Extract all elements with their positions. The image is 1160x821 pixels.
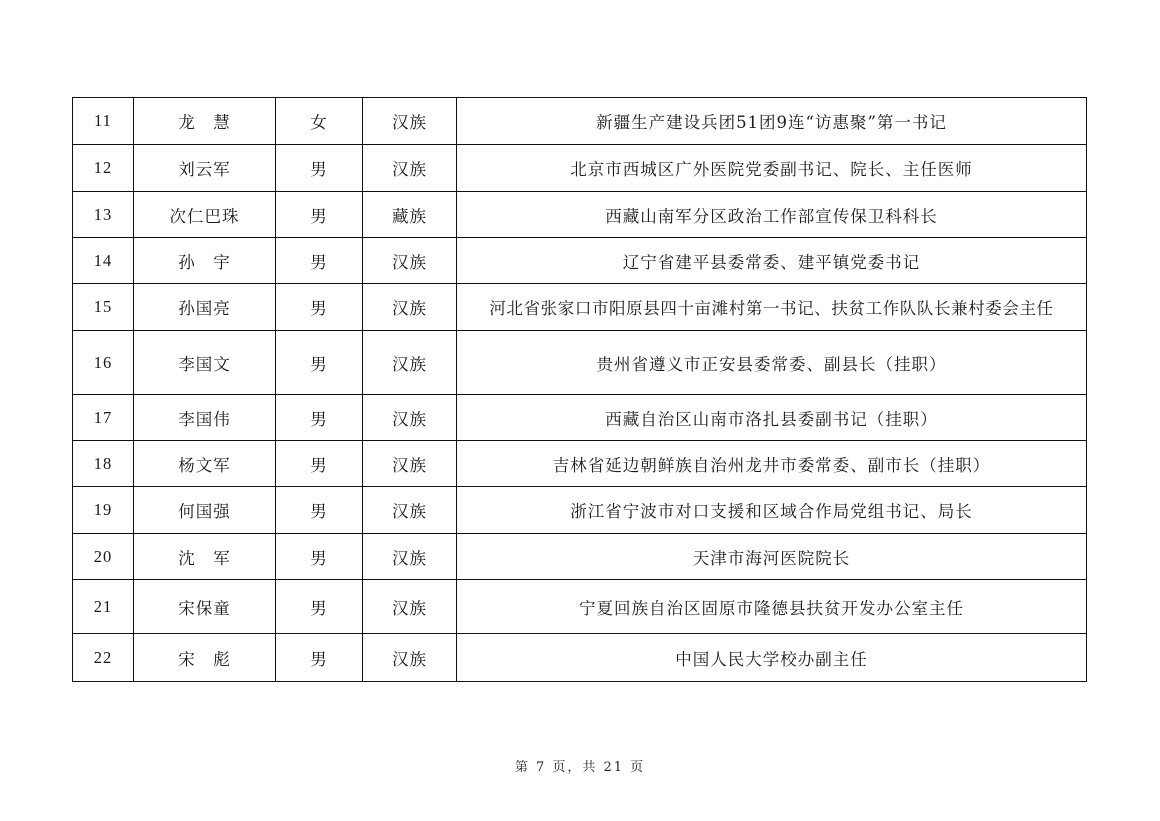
position-cell: 宁夏回族自治区固原市隆德县扶贫开发办公室主任 [457, 580, 1087, 634]
name-cell: 何国强 [134, 487, 276, 534]
page-footer: 第 7 页，共 21 页 [514, 760, 646, 775]
ethnicity-cell: 汉族 [363, 634, 457, 682]
row-number-cell: 14 [73, 238, 134, 284]
roster-table-body [73, 98, 1087, 682]
gender-cell: 女 [276, 98, 363, 145]
name-cell: 李国文 [134, 331, 276, 395]
name-cell: 次仁巴珠 [134, 192, 276, 238]
position-cell: 天津市海河医院院长 [457, 534, 1087, 580]
name-cell: 孙国亮 [134, 284, 276, 331]
gender-cell: 男 [276, 534, 363, 580]
position-cell: 中国人民大学校办副主任 [457, 634, 1087, 682]
gender-cell: 男 [276, 145, 363, 192]
ethnicity-cell: 汉族 [363, 395, 457, 441]
table-row [73, 534, 1087, 580]
name-cell: 宋 彪 [134, 634, 276, 682]
position-cell: 贵州省遵义市正安县委常委、副县长（挂职） [457, 331, 1087, 395]
name-cell: 杨文军 [134, 441, 276, 487]
row-number-cell: 22 [73, 634, 134, 682]
table-row [73, 238, 1087, 284]
name-cell: 孙 宇 [134, 238, 276, 284]
position-cell: 北京市西城区广外医院党委副书记、院长、主任医师 [457, 145, 1087, 192]
table-row [73, 487, 1087, 534]
ethnicity-cell: 汉族 [363, 284, 457, 331]
name-cell: 宋保童 [134, 580, 276, 634]
row-number-cell: 21 [73, 580, 134, 634]
position-cell: 河北省张家口市阳原县四十亩滩村第一书记、扶贫工作队队长兼村委会主任 [457, 284, 1087, 331]
gender-cell: 男 [276, 487, 363, 534]
ethnicity-cell: 汉族 [363, 441, 457, 487]
table-row [73, 192, 1087, 238]
roster-table [72, 97, 1087, 682]
row-number-cell: 19 [73, 487, 134, 534]
position-cell: 新疆生产建设兵团51团9连“访惠聚”第一书记 [457, 98, 1087, 145]
gender-cell: 男 [276, 441, 363, 487]
ethnicity-cell: 藏族 [363, 192, 457, 238]
gender-cell: 男 [276, 238, 363, 284]
row-number-cell: 15 [73, 284, 134, 331]
position-cell: 西藏山南军分区政治工作部宣传保卫科科长 [457, 192, 1087, 238]
table-row [73, 441, 1087, 487]
position-cell: 吉林省延边朝鲜族自治州龙井市委常委、副市长（挂职） [457, 441, 1087, 487]
table-row [73, 284, 1087, 331]
row-number-cell: 18 [73, 441, 134, 487]
gender-cell: 男 [276, 395, 363, 441]
position-cell: 辽宁省建平县委常委、建平镇党委书记 [457, 238, 1087, 284]
ethnicity-cell: 汉族 [363, 98, 457, 145]
name-cell: 刘云军 [134, 145, 276, 192]
table-row [73, 395, 1087, 441]
table-row [73, 634, 1087, 682]
gender-cell: 男 [276, 580, 363, 634]
name-cell: 李国伟 [134, 395, 276, 441]
ethnicity-cell: 汉族 [363, 487, 457, 534]
row-number-cell: 16 [73, 331, 134, 395]
gender-cell: 男 [276, 634, 363, 682]
position-cell: 西藏自治区山南市洛扎县委副书记（挂职） [457, 395, 1087, 441]
row-number-cell: 20 [73, 534, 134, 580]
table-row [73, 331, 1087, 395]
name-cell: 沈 军 [134, 534, 276, 580]
table-row [73, 98, 1087, 145]
ethnicity-cell: 汉族 [363, 238, 457, 284]
ethnicity-cell: 汉族 [363, 145, 457, 192]
gender-cell: 男 [276, 331, 363, 395]
ethnicity-cell: 汉族 [363, 331, 457, 395]
row-number-cell: 13 [73, 192, 134, 238]
table-row [73, 580, 1087, 634]
row-number-cell: 17 [73, 395, 134, 441]
table-row [73, 145, 1087, 192]
row-number-cell: 11 [73, 98, 134, 145]
gender-cell: 男 [276, 284, 363, 331]
row-number-cell: 12 [73, 145, 134, 192]
name-cell: 龙 慧 [134, 98, 276, 145]
position-cell: 浙江省宁波市对口支援和区域合作局党组书记、局长 [457, 487, 1087, 534]
ethnicity-cell: 汉族 [363, 580, 457, 634]
gender-cell: 男 [276, 192, 363, 238]
ethnicity-cell: 汉族 [363, 534, 457, 580]
